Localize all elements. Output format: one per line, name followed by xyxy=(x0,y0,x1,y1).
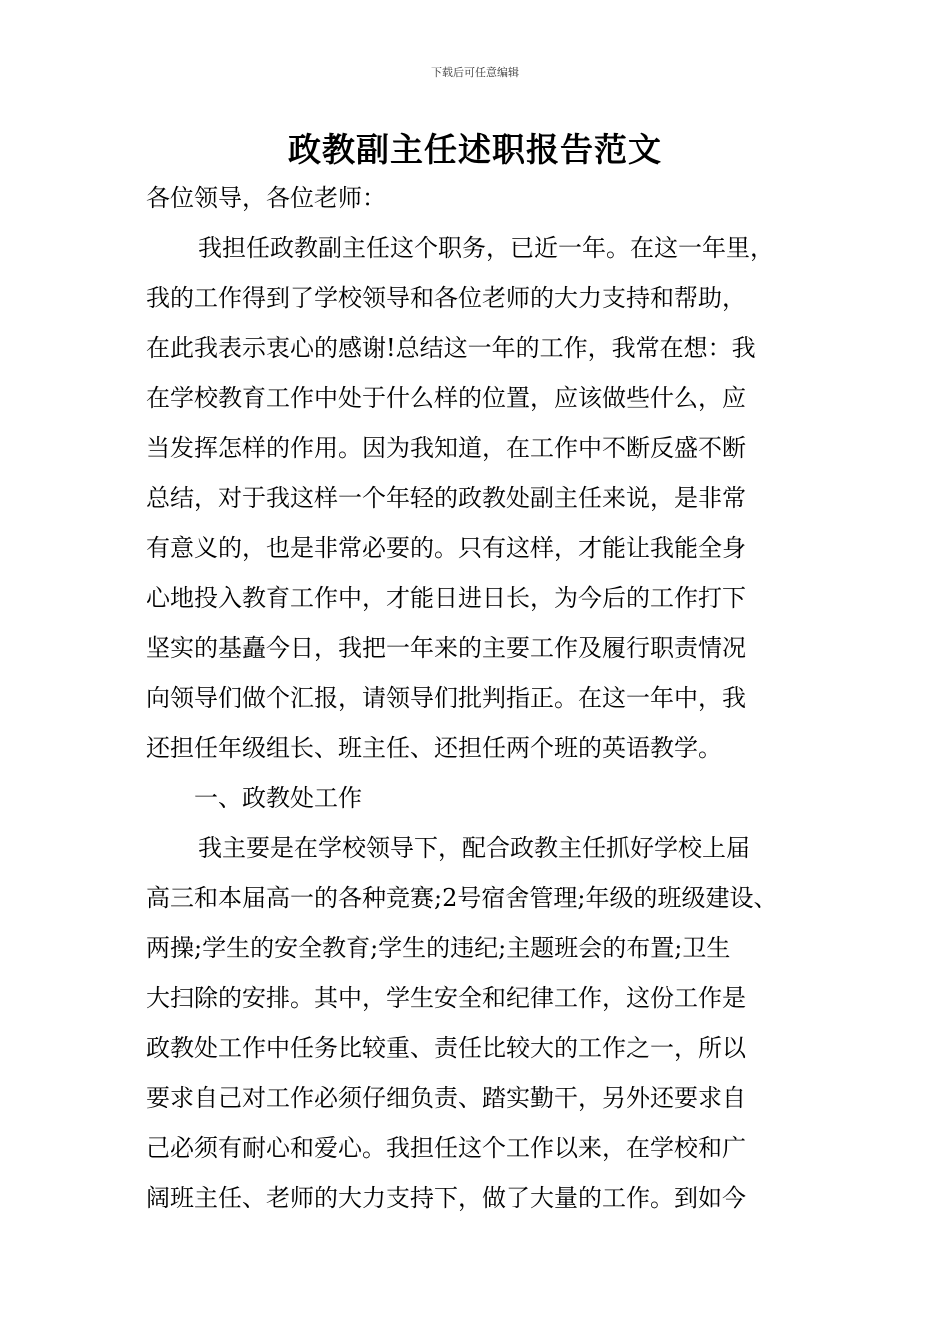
paragraph-line: 我的工作得到了学校领导和各位老师的大力支持和帮助， xyxy=(146,284,746,312)
paragraph-line: 高三和本届高一的各种竞赛;2号宿舍管理;年级的班级建设、 xyxy=(146,884,778,912)
paragraph-line: 在学校教育工作中处于什么样的位置，应该做些什么，应 xyxy=(146,384,746,412)
paragraph-line: 当发挥怎样的作用。因为我知道，在工作中不断反盛不断 xyxy=(146,434,746,462)
section-heading: 一、政教处工作 xyxy=(194,784,362,812)
paragraph-line: 有意义的，也是非常必要的。只有这样，才能让我能全身 xyxy=(146,534,746,562)
paragraph-line: 己必须有耐心和爱心。我担任这个工作以来，在学校和广 xyxy=(146,1134,746,1162)
paragraph-line: 要求自己对工作必须仔细负责、踏实勤干，另外还要求自 xyxy=(146,1084,746,1112)
paragraph-line: 心地投入教育工作中，才能日进日长，为今后的工作打下 xyxy=(146,584,746,612)
paragraph-line: 向领导们做个汇报，请领导们批判指正。在这一年中，我 xyxy=(146,684,746,712)
paragraph-line: 我主要是在学校领导下，配合政教主任抓好学校上届 xyxy=(198,834,750,862)
paragraph-line: 大扫除的安排。其中，学生安全和纪律工作，这份工作是 xyxy=(146,984,746,1012)
page-title: 政教副主任述职报告范文 xyxy=(288,130,662,169)
header-note: 下载后可任意编辑 xyxy=(431,66,519,79)
paragraph-line: 坚实的基矗今日，我把一年来的主要工作及履行职责情况 xyxy=(146,634,746,662)
paragraph-line: 阔班主任、老师的大力支持下，做了大量的工作。到如今 xyxy=(146,1184,746,1212)
paragraph-line: 在此我表示衷心的感谢!总结这一年的工作，我常在想：我 xyxy=(146,334,756,362)
paragraph-line: 总结，对于我这样一个年轻的政教处副主任来说，是非常 xyxy=(146,484,746,512)
paragraph-line: 我担任政教副主任这个职务，已近一年。在这一年里， xyxy=(198,234,774,262)
paragraph-line: 两操;学生的安全教育;学生的违纪;主题班会的布置;卫生 xyxy=(146,934,731,962)
paragraph-line: 政教处工作中任务比较重、责任比较大的工作之一，所以 xyxy=(146,1034,746,1062)
paragraph-line: 还担任年级组长、班主任、还担任两个班的英语教学。 xyxy=(146,734,722,762)
salutation: 各位领导，各位老师： xyxy=(146,184,386,212)
